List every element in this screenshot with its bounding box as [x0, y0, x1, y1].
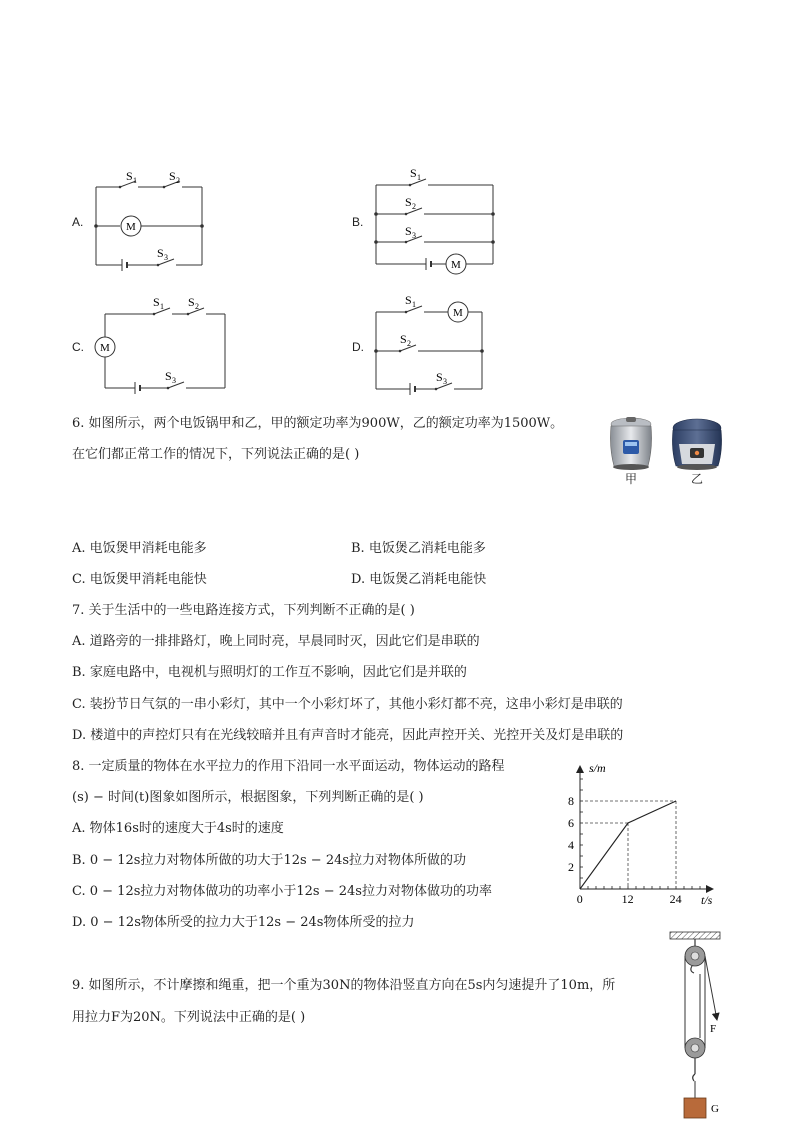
circuit-a-label: A. — [72, 215, 84, 229]
s-t-graph — [555, 760, 735, 910]
q6-stem-line1: 6. 如图所示，两个电饭锅甲和乙，甲的额定功率为900W，乙的额定功率为1500W。 — [72, 416, 564, 431]
circuit-b-s2-label: S — [405, 195, 412, 209]
circuit-c-s2-label: S — [188, 295, 195, 309]
x-tick-label-0: 0 — [576, 892, 583, 906]
q6-option-b[interactable]: B. 电饭煲乙消耗电能多 — [351, 541, 486, 556]
circuit-b — [348, 160, 508, 275]
q8-option-b[interactable]: B. 0 − 12s拉力对物体所做的功大于12s − 24s拉力对物体所做的功 — [72, 853, 467, 868]
circuit-d-s1-sub: 1 — [412, 300, 416, 309]
q7-stem: 7. 关于生活中的一些电路连接方式，下列判断不正确的是( ) — [72, 603, 415, 618]
circuit-a-s2-label: S — [169, 169, 176, 183]
q7-option-c[interactable]: C. 装扮节日气氛的一串小彩灯，其中一个小彩灯坏了，其他小彩灯都不亮，这串小彩灯是串联的 — [72, 697, 623, 712]
y-tick-label-8: 8 — [568, 794, 574, 808]
circuit-a-s3-sub: 3 — [164, 253, 168, 262]
circuit-d-label: D. — [352, 340, 364, 354]
circuit-a — [68, 160, 218, 275]
x-tick-label-24: 24 — [669, 892, 682, 906]
weight-block — [684, 1098, 706, 1118]
circuit-d — [348, 290, 508, 400]
circuit-b-motor-label: M — [451, 259, 461, 271]
force-label: F — [710, 1023, 717, 1035]
circuit-d-s2-sub: 2 — [407, 339, 411, 348]
circuit-b-diagram — [348, 160, 508, 275]
circuit-b-s1-sub: 1 — [417, 173, 421, 182]
circuit-b-s2-sub: 2 — [412, 202, 416, 211]
circuit-c-diagram — [68, 290, 238, 400]
circuit-c-s2-sub: 2 — [195, 302, 199, 311]
circuit-a-s3-label: S — [157, 246, 164, 260]
ceiling — [670, 932, 720, 939]
q6-option-c[interactable]: C. 电饭煲甲消耗电能快 — [72, 572, 207, 587]
y-tick-label-4: 4 — [568, 838, 574, 852]
circuit-d-s3-sub: 3 — [443, 377, 447, 386]
circuit-b-s3-label: S — [405, 224, 412, 238]
q7-option-b[interactable]: B. 家庭电路中，电视机与照明灯的工作互不影响，因此它们是并联的 — [72, 665, 467, 680]
circuit-a-motor-label: M — [126, 221, 136, 233]
rice-cooker-b-label: 乙 — [691, 472, 704, 486]
circuit-a-diagram — [68, 160, 218, 275]
circuit-d-s1-label: S — [405, 293, 412, 307]
circuit-a-s1-sub: 1 — [133, 176, 137, 185]
circuit-d-motor-label: M — [453, 307, 463, 319]
x-axis-label: t/s — [701, 893, 713, 907]
movable-pulley-icon — [685, 1038, 705, 1081]
axis-minor-ticks — [580, 779, 700, 889]
circuit-c-label: C. — [72, 340, 84, 354]
q8-option-c[interactable]: C. 0 − 12s拉力对物体做功的功率小于12s − 24s拉力对物体做功的功率 — [72, 884, 492, 899]
rice-cooker-illustration — [604, 414, 724, 474]
q8-option-d[interactable]: D. 0 − 12s物体所受的拉力大于12s − 24s物体所受的拉力 — [72, 915, 415, 930]
circuit-c-s1-sub: 1 — [160, 302, 164, 311]
q9-stem-line1: 9. 如图所示，不计摩擦和绳重，把一个重为30N的物体沿竖直方向在5s内匀速提升了10m，所 — [72, 978, 616, 993]
dashed-guide-lines — [580, 801, 676, 889]
x-tick-label-12: 12 — [621, 892, 634, 906]
q7-option-d[interactable]: D. 楼道中的声控灯只有在光线较暗并且有声音时才能亮，因此声控开关、光控开关及灯是串联的 — [72, 728, 624, 743]
rice-cooker-a-label: 甲 — [625, 472, 638, 486]
circuit-c-s3-sub: 3 — [172, 376, 176, 385]
circuit-d-s2-label: S — [400, 332, 407, 346]
q6-option-d[interactable]: D. 电饭煲乙消耗电能快 — [351, 572, 487, 587]
rice-cooker-images — [604, 414, 724, 490]
rice-cooker-a-icon — [610, 417, 651, 470]
y-tick-label-6: 6 — [568, 816, 574, 830]
circuit-d-s3-label: S — [436, 370, 443, 384]
q8-stem-line2: (s) − 时间(t)图象如图所示，根据图象，下列判断正确的是( ) — [72, 790, 424, 805]
q6-stem-line2: 在它们都正常工作的情况下，下列说法正确的是( ) — [72, 447, 360, 462]
q7-option-a[interactable]: A. 道路旁的一排排路灯，晚上同时亮，早晨同时灭，因此它们是串联的 — [72, 634, 480, 649]
q8-option-a[interactable]: A. 物体16s时的速度大于4s时的速度 — [72, 821, 284, 836]
y-axis-label: s/m — [589, 761, 606, 775]
x-tick-labels — [577, 892, 682, 906]
circuit-b-label: B. — [352, 215, 364, 229]
y-tick-label-2: 2 — [568, 860, 574, 874]
q6-option-a[interactable]: A. 电饭煲甲消耗电能多 — [72, 541, 207, 556]
weight-label: G — [711, 1103, 719, 1115]
fixed-pulley-icon — [685, 946, 705, 973]
circuit-c — [68, 290, 238, 400]
circuit-c-motor-label: M — [100, 342, 110, 354]
y-tick-labels — [568, 794, 574, 874]
circuit-a-s1-label: S — [126, 169, 133, 183]
q9-stem-line2: 用拉力F为20N。下列说法中正确的是( ) — [72, 1010, 306, 1025]
circuit-b-s3-sub: 3 — [412, 231, 416, 240]
circuit-a-s2-sub: 2 — [176, 176, 180, 185]
q8-stem-line1: 8. 一定质量的物体在水平拉力的作用下沿同一水平面运动，物体运动的路程 — [72, 759, 505, 774]
circuit-b-s1-label: S — [410, 166, 417, 180]
circuit-c-s3-label: S — [165, 369, 172, 383]
circuit-d-diagram — [348, 290, 508, 400]
pulley-diagram — [664, 928, 734, 1123]
circuit-c-s1-label: S — [153, 295, 160, 309]
rice-cooker-b-icon — [672, 419, 721, 470]
